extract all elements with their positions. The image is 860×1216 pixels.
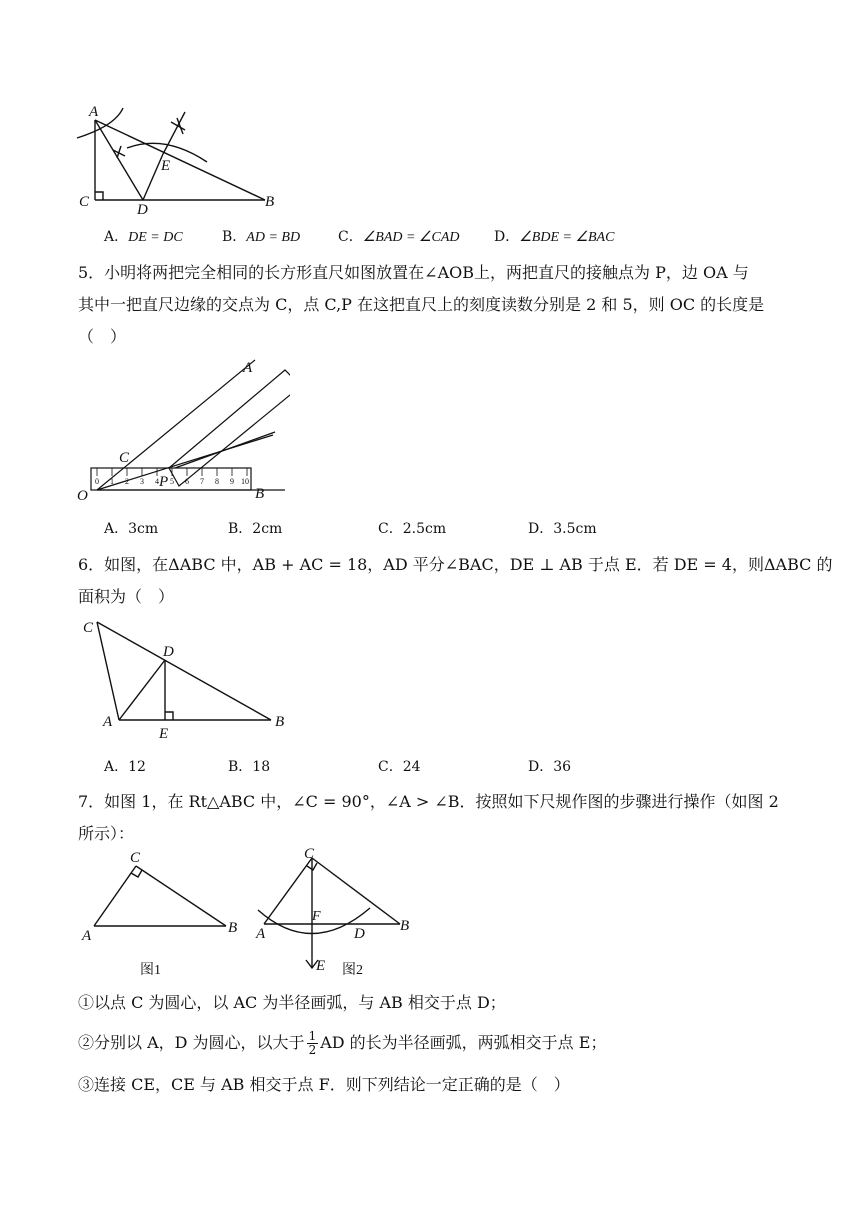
q5-option-b[interactable]: B．2cm <box>228 521 283 537</box>
svg-text:3: 3 <box>140 477 144 486</box>
q5-option-d[interactable]: D．3.5cm <box>528 521 597 537</box>
q7-figure-1 <box>78 846 248 982</box>
q6-label-E: E <box>159 726 169 742</box>
q7-step-1: ①以点 C 为圆心，以 AC 为半径画弧，与 AB 相交于点 D； <box>78 993 506 1012</box>
q6-figure <box>75 610 295 742</box>
q5-text-line-2: 其中一把直尺边缘的交点为 C，点 C,P 在这把直尺上的刻度读数分别是 2 和 5，则 OC 的长度是 <box>78 295 765 314</box>
q7-fig1-label-A: A <box>82 928 92 944</box>
q6-option-b[interactable]: B．18 <box>228 759 271 775</box>
q4-figure <box>75 100 285 216</box>
q4-label-C: C <box>79 194 90 210</box>
svg-text:7: 7 <box>200 477 204 486</box>
q4-option-d[interactable]: D．∠BDE = ∠BAC <box>494 229 615 245</box>
q4-label-B: B <box>265 194 275 210</box>
q4-label-D: D <box>137 202 148 216</box>
q7-step-2: ②分别以 A，D 为圆心，以大于 $\frac{1}{2}$ AD 的长为半径画弧，两弧相交于点 E； <box>78 1029 607 1057</box>
q6-text-line-2: 面积为（ ） <box>78 587 175 606</box>
q4-option-a[interactable]: A．DE = DC <box>104 229 183 245</box>
q6-option-d[interactable]: D．36 <box>528 759 572 775</box>
q7-fig1-label-C: C <box>130 850 141 866</box>
q7-fig2-label-C: C <box>304 846 315 862</box>
q5-text-line-1: 5．小明将两把完全相同的长方形直尺如图放置在∠AOB上，两把直尺的接触点为 P，边 OA 与 <box>78 263 749 282</box>
q6-label-C: C <box>83 620 94 636</box>
q7-step-3: ③连接 CE，CE 与 AB 相交于点 F．则下列结论一定正确的是（ ） <box>78 1075 570 1094</box>
q5-figure <box>75 350 290 505</box>
svg-text:4: 4 <box>155 477 159 486</box>
q7-fig2-label-E: E <box>316 958 326 974</box>
svg-text:5: 5 <box>170 477 174 486</box>
q4-option-c[interactable]: C．∠BAD = ∠CAD <box>338 229 460 245</box>
q7-fig2-label-F: F <box>312 909 321 924</box>
q7-fig2-caption: 图2 <box>342 963 363 978</box>
q7-fig2-label-D: D <box>354 926 365 942</box>
svg-text:10: 10 <box>241 477 249 486</box>
q7-figure-2 <box>250 846 420 982</box>
q5-label-B: B <box>255 486 265 502</box>
fraction-one-half: $\frac{1}{2}$ <box>308 1029 317 1057</box>
q4-option-b[interactable]: B．AD = BD <box>222 229 301 245</box>
q6-text-line-1: 6．如图，在ΔABC 中，AB + AC = 18，AD 平分∠BAC，DE ⊥ AB 于点 E．若 DE = 4，则ΔABC 的 <box>78 555 833 574</box>
q4-label-A: A <box>89 104 99 120</box>
q7-fig1-label-B: B <box>228 920 238 936</box>
q6-label-A: A <box>103 714 113 730</box>
q5-label-O: O <box>77 488 88 504</box>
svg-text:6: 6 <box>185 477 189 486</box>
q5-text-line-3: （ ） <box>78 327 127 346</box>
q7-fig1-caption: 图1 <box>140 963 161 978</box>
svg-text:2: 2 <box>125 477 129 486</box>
svg-text:8: 8 <box>215 477 219 486</box>
q5-option-a[interactable]: A．3cm <box>104 521 159 537</box>
q7-text-line-2: 所示）： <box>78 824 135 843</box>
svg-text:1: 1 <box>110 477 114 486</box>
q5-label-C: C <box>119 450 130 466</box>
q5-option-c[interactable]: C．2.5cm <box>378 521 447 537</box>
q6-label-D: D <box>163 644 174 660</box>
q5-label-P: P <box>159 474 169 490</box>
svg-text:9: 9 <box>230 477 234 486</box>
q4-label-E: E <box>161 158 171 174</box>
q6-label-B: B <box>275 714 285 730</box>
q6-option-a[interactable]: A．12 <box>104 759 146 775</box>
q7-text-line-1: 7．如图 1，在 Rt△ABC 中，∠C = 90°，∠A > ∠B．按照如下尺规作图的步骤进行操作（如图 2 <box>78 792 779 811</box>
q6-option-c[interactable]: C．24 <box>378 759 421 775</box>
q7-fig2-label-A: A <box>256 926 266 942</box>
svg-text:0: 0 <box>95 477 99 486</box>
q5-label-A: A <box>243 360 253 376</box>
q7-fig2-label-B: B <box>400 918 410 934</box>
